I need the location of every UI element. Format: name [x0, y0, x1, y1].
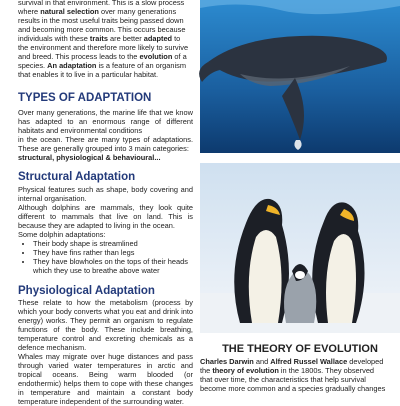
list-item: • They have fins rather than legs	[33, 248, 193, 257]
types-p2: in the ocean. There are many types of adaptations. These are generally grouped into 3 main categories:	[18, 135, 193, 153]
types-heading: TYPES OF ADAPTATION	[18, 92, 152, 104]
intro-text: to	[172, 34, 181, 43]
list-item: • Their body shape is streamlined	[33, 239, 193, 248]
evolution-text: developed	[347, 357, 384, 366]
intro-bold: traits	[89, 34, 108, 43]
intro-line: survival in that environment. This is a slow process	[18, 0, 185, 7]
intro-bold: An adaptation	[47, 61, 97, 70]
intro-bold: adapted	[143, 34, 173, 43]
intro-bold: evolution	[139, 52, 173, 61]
intro-text: of a	[172, 52, 187, 61]
physiological-heading: Physiological Adaptation	[18, 285, 155, 297]
types-body	[18, 108, 193, 162]
evolution-text: become more common and a species gradually changes	[200, 384, 386, 393]
left-column	[18, 0, 193, 406]
evolution-text: that over time, the characteristics that help survival	[200, 375, 366, 384]
types-p3: structural, physiological & behavioural...	[18, 153, 161, 162]
right-column	[200, 0, 400, 400]
intro-text: is a feature of an organism	[96, 61, 187, 70]
physiological-body	[18, 298, 193, 406]
evolution-bold: Alfred Russel Wallace	[270, 357, 348, 366]
intro-paragraph	[18, 0, 193, 79]
evolution-text: in the 1800s. They observed	[278, 366, 375, 375]
intro-text: species.	[18, 61, 48, 70]
evolution-heading: THE THEORY OF EVOLUTION	[222, 343, 378, 355]
types-p1: Over many generations, the marine life that we know has adapted to an enormous range of different habitats and environmental conditions	[18, 108, 193, 135]
evolution-text: the	[200, 366, 213, 375]
structural-p3: Some dolphin adaptations:	[18, 230, 106, 239]
physiological-p2: Whales may migrate over huge distances and pass through varied water temperatures in arctic and tropical oceans. Being warm blooded (or endothermic) helps them to cope with these changes in temperature and maintain a constant body temperature independent of the surrounding water.	[18, 352, 193, 406]
intro-text: the environment and therefore more likely to survive	[18, 43, 189, 52]
structural-p2: Although dolphins are mammals, they look quite different to mammals that live on land. This is because they are adapted to living in the ocean.	[18, 203, 193, 230]
evolution-bold: theory of evolution	[212, 366, 279, 375]
intro-bold: natural selection	[40, 7, 99, 16]
evolution-body	[200, 357, 400, 393]
whale-image	[200, 0, 400, 153]
structural-heading: Structural Adaptation	[18, 171, 136, 183]
evolution-text: and	[253, 357, 271, 366]
intro-text: and becoming more common. This occurs because	[18, 25, 186, 34]
evolution-bold: Charles Darwin	[200, 357, 254, 366]
structural-body	[18, 185, 193, 275]
intro-text: that enables it to live in a particular habitat.	[18, 70, 159, 79]
intro-text: individuals with these	[18, 34, 90, 43]
structural-p1: Physical features such as shape, body covering and internal organisation.	[18, 185, 193, 203]
list-item: • They have blowholes on the tops of their heads which they use to breathe above water	[33, 257, 193, 275]
intro-text: are better	[107, 34, 144, 43]
physiological-p1: These relate to how the metabolism (process by which your body converts what you eat and drink into energy) works. They permit an organism to regulate functions of the body. These include breathing, temperature control and excreting chemicals as a defence mechanism.	[18, 298, 193, 352]
penguins-image	[200, 163, 400, 333]
intro-text: over many generations	[98, 7, 177, 16]
intro-text: results in the most useful traits being passed down	[18, 16, 184, 25]
intro-text: and breed. This process leads to the	[18, 52, 140, 61]
intro-text: where	[18, 7, 41, 16]
adaptation-list	[18, 239, 193, 275]
